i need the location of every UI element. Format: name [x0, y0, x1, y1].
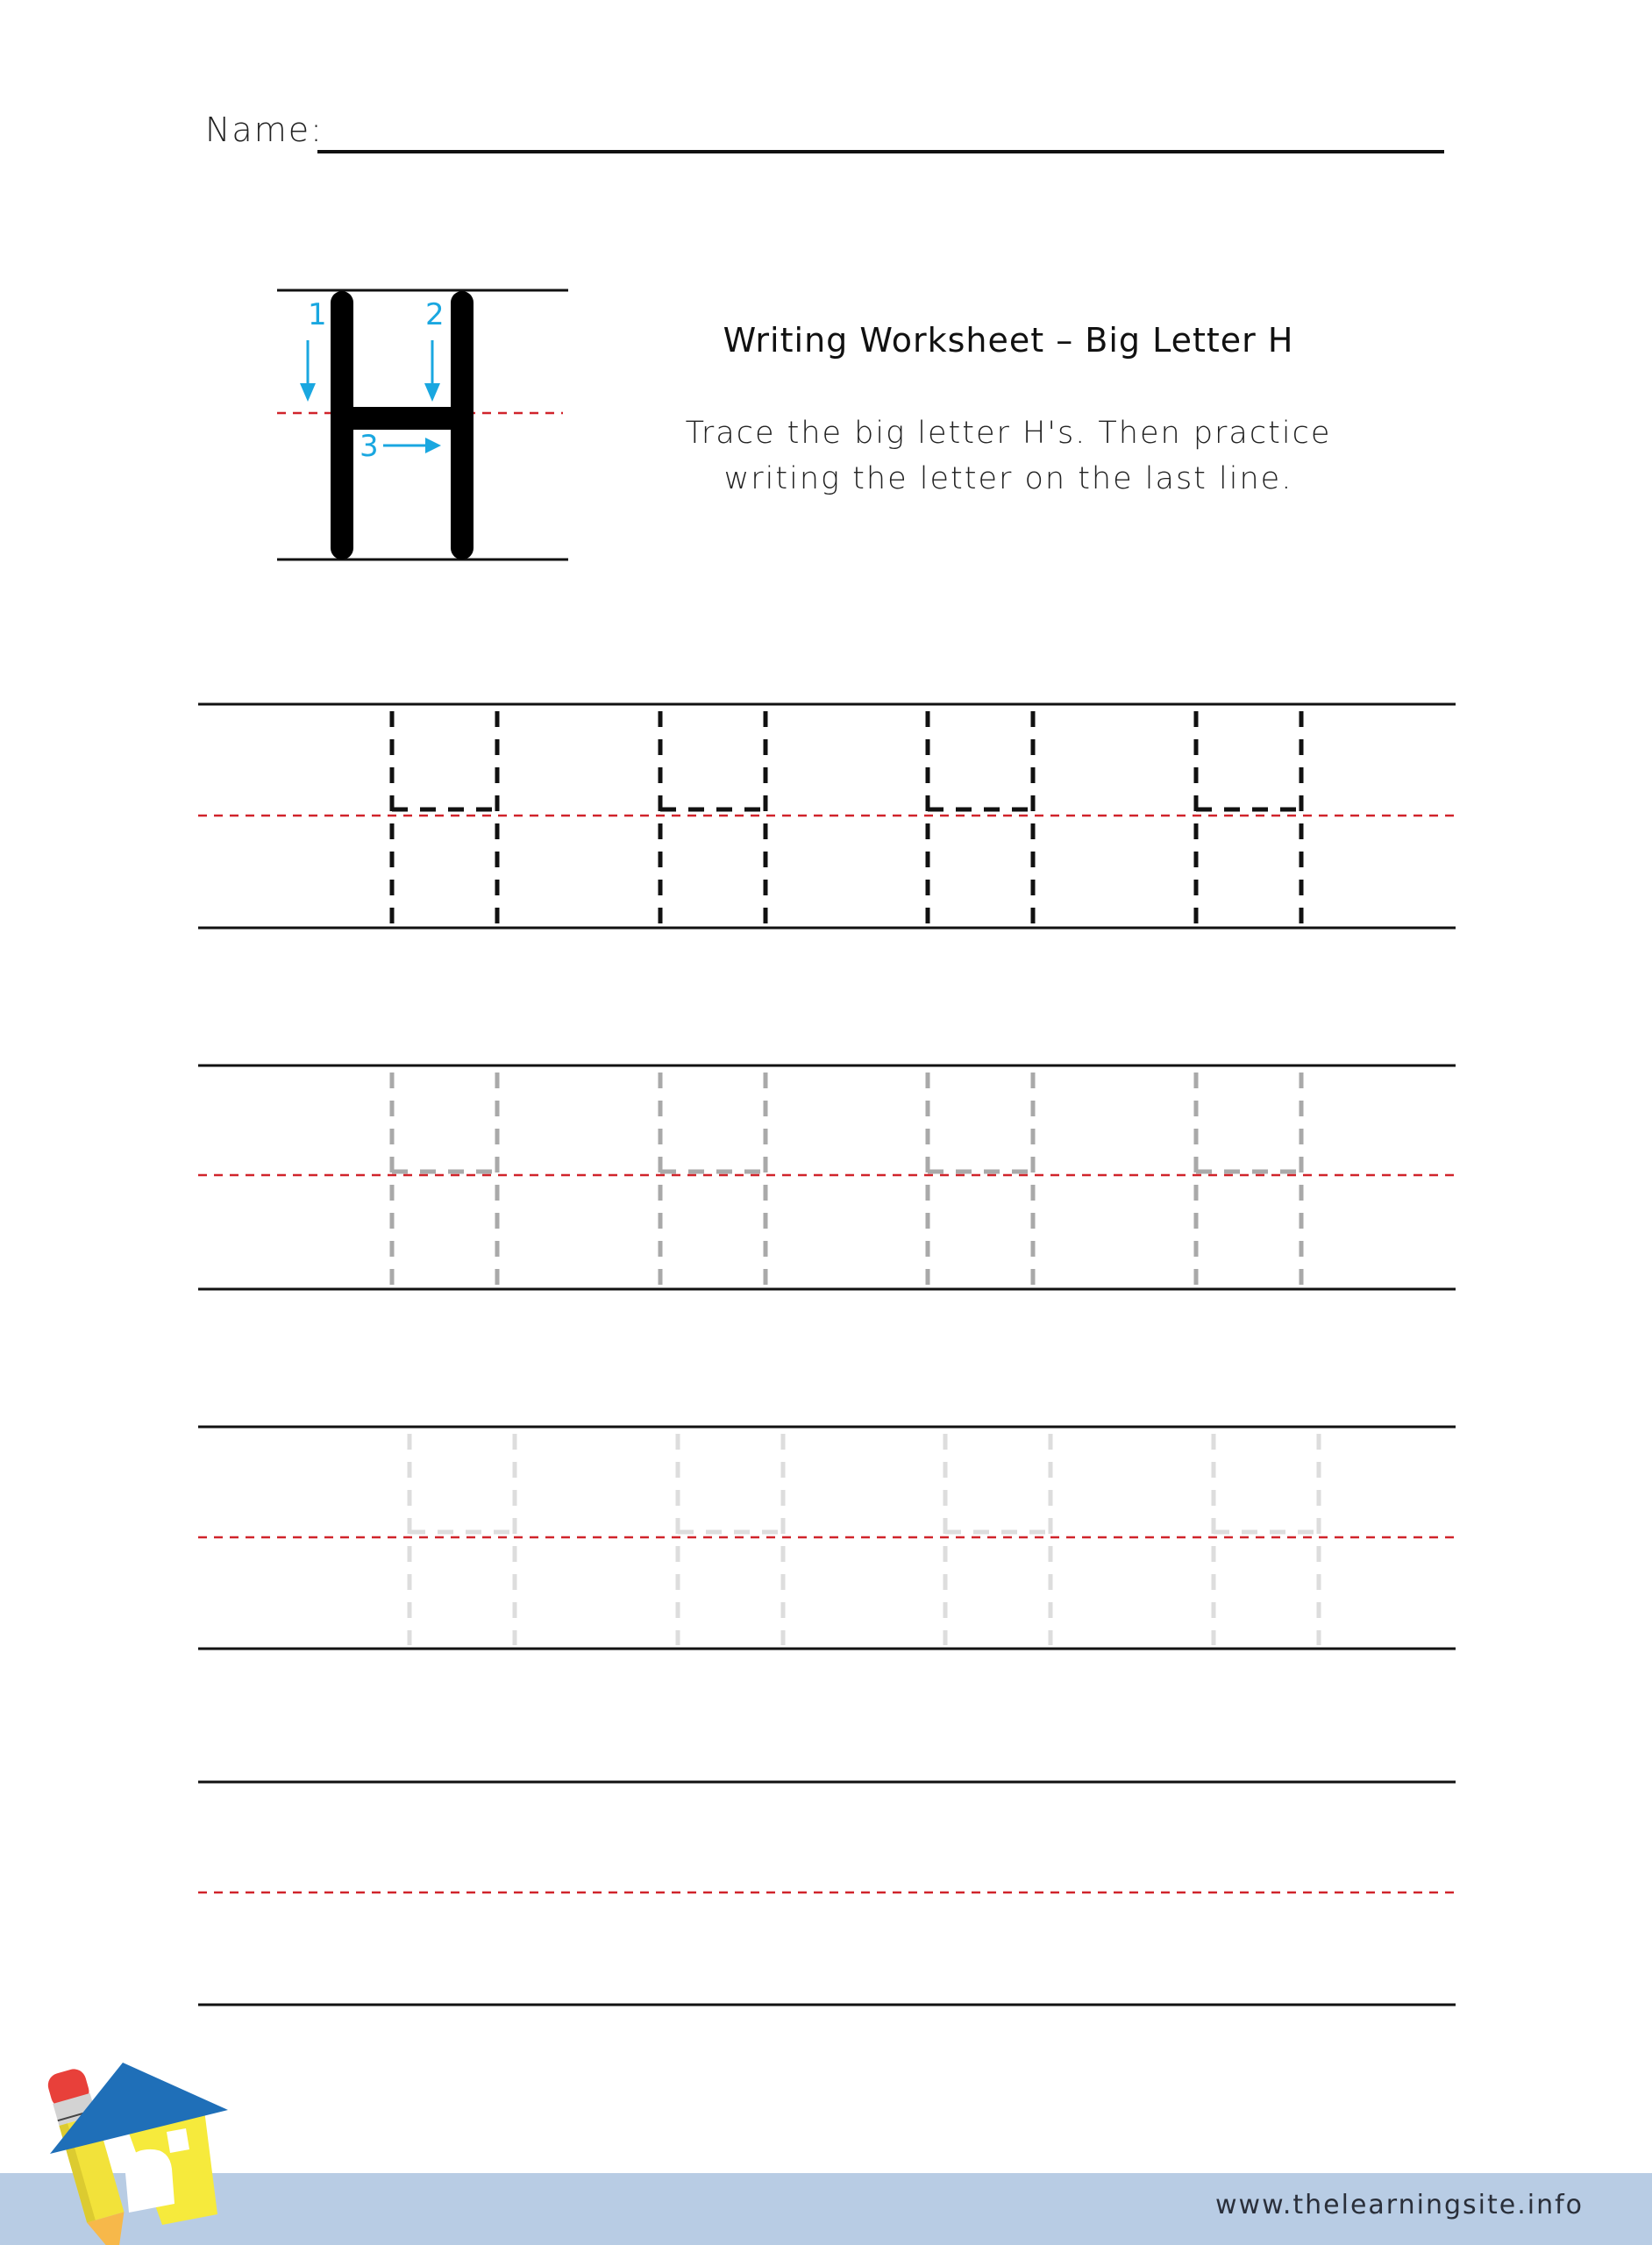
instructions-line-2: writing the letter on the last line. — [723, 461, 1293, 496]
footer-url[interactable]: www.thelearningsite.info — [1215, 2190, 1584, 2220]
name-label: Name: — [205, 110, 324, 149]
svg-text:1: 1 — [308, 297, 327, 332]
svg-text:2: 2 — [425, 297, 445, 332]
instructions-line-1: Trace the big letter H's. Then practice — [685, 416, 1332, 451]
worksheet-title: Writing Worksheet – Big Letter H — [723, 321, 1294, 360]
svg-text:3: 3 — [360, 429, 379, 464]
